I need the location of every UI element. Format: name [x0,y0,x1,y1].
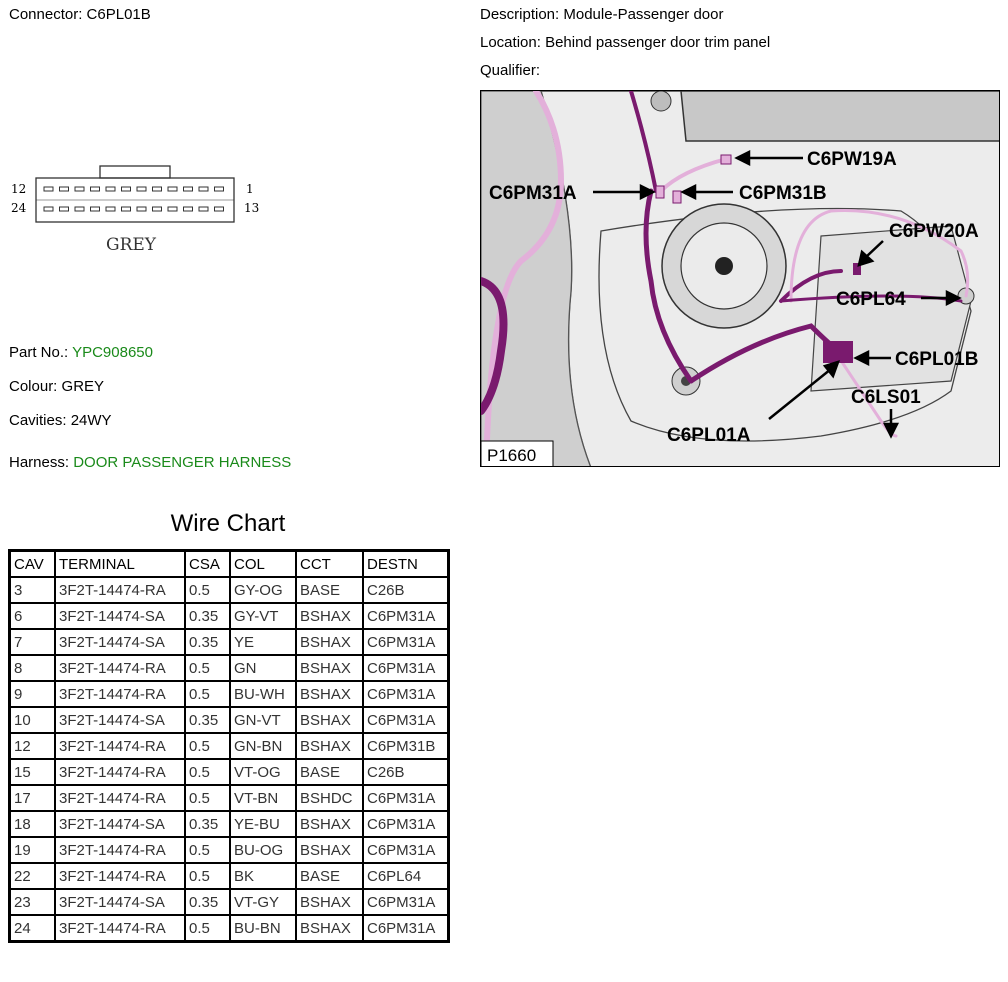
cell-cav: 23 [10,889,56,915]
cell-terminal: 3F2T-14474-RA [55,785,185,811]
cell-destn: C6PM31A [363,837,449,863]
cell-csa: 0.5 [185,863,230,889]
cell-csa: 0.35 [185,603,230,629]
pin-slot [168,187,177,191]
wire-chart-body [10,577,449,942]
pin-slot [106,207,115,211]
cell-csa: 0.5 [185,759,230,785]
cell-csa: 0.5 [185,837,230,863]
description-label: Description: [480,6,560,23]
callout-0: C6PW19A [807,149,897,170]
table-row [10,603,449,629]
pin-slot [91,187,100,191]
cell-destn: C6PM31A [363,707,449,733]
header-cct: CCT [296,551,363,578]
cavities-line [9,412,112,429]
location-label: Location: [480,34,541,51]
cell-cct: BSHAX [296,681,363,707]
cell-csa: 0.35 [185,811,230,837]
table-row [10,863,449,889]
cell-csa: 0.5 [185,733,230,759]
table-row [10,889,449,915]
cell-terminal: 3F2T-14474-RA [55,733,185,759]
connector-latch [100,166,170,178]
pin-slot [168,207,177,211]
cell-csa: 0.35 [185,629,230,655]
cell-destn: C6PM31A [363,915,449,942]
cell-terminal: 3F2T-14474-RA [55,759,185,785]
cell-cav: 17 [10,785,56,811]
cell-col: GY-VT [230,603,296,629]
harness-label: Harness: [9,454,70,471]
callout-7: C6PL01A [667,425,751,446]
callout-5: C6PL01B [895,349,979,370]
cell-csa: 0.5 [185,915,230,942]
cell-cav: 15 [10,759,56,785]
cell-cav: 10 [10,707,56,733]
cell-cav: 3 [10,577,56,603]
cell-cav: 18 [10,811,56,837]
colour-line [9,378,104,395]
cell-cct: BASE [296,577,363,603]
cell-cct: BSHAX [296,811,363,837]
cell-terminal: 3F2T-14474-RA [55,655,185,681]
pin-slot [122,187,131,191]
cell-cct: BASE [296,759,363,785]
part-number-value[interactable]: YPC908650 [72,344,153,361]
cell-cct: BSHAX [296,707,363,733]
cell-cav: 12 [10,733,56,759]
header-terminal: TERMINAL [55,551,185,578]
cell-cav: 24 [10,915,56,942]
cell-csa: 0.35 [185,889,230,915]
callout-2: C6PM31B [739,183,827,204]
cell-col: GN-BN [230,733,296,759]
pin-slot [91,207,100,211]
connector-label: Connector: [9,6,83,23]
qualifier-line [480,62,540,79]
cell-col: VT-GY [230,889,296,915]
cell-terminal: 3F2T-14474-RA [55,863,185,889]
cell-terminal: 3F2T-14474-SA [55,603,185,629]
cell-destn: C6PM31A [363,655,449,681]
part-number-line [9,344,153,361]
pin-slot [184,187,193,191]
table-row [10,759,449,785]
connector-colour-text: GREY [106,235,157,255]
cell-cct: BSHAX [296,837,363,863]
cell-destn: C6PM31A [363,785,449,811]
pin-slot [199,207,208,211]
callout-6: C6LS01 [851,387,921,408]
cell-destn: C6PM31A [363,603,449,629]
pin-slot [184,207,193,211]
cell-cct: BSHAX [296,915,363,942]
cell-col: GY-OG [230,577,296,603]
table-row [10,811,449,837]
pin-slot [122,207,131,211]
table-row [10,629,449,655]
connector-face-drawing [8,160,278,260]
cell-col: YE-BU [230,811,296,837]
cell-cav: 19 [10,837,56,863]
qualifier-label: Qualifier: [480,62,541,79]
cell-cav: 6 [10,603,56,629]
header-destn: DESTN [363,551,449,578]
pin-slot [199,187,208,191]
pin-slot [153,207,162,211]
pin-slot [75,187,84,191]
pin-slot [137,187,146,191]
cell-terminal: 3F2T-14474-RA [55,681,185,707]
cell-cct: BSHAX [296,889,363,915]
figure-id: P1660 [487,446,537,465]
cell-terminal: 3F2T-14474-SA [55,707,185,733]
description-line [480,6,723,23]
cell-terminal: 3F2T-14474-RA [55,915,185,942]
cell-destn: C6PM31B [363,733,449,759]
wire-chart-title: Wire Chart [170,510,286,537]
connector-value: C6PL01B [86,6,151,23]
pin-label-24: 24 [11,201,27,215]
description-value: Module-Passenger door [563,6,724,23]
location-line [480,34,770,51]
cell-cct: BASE [296,863,363,889]
cell-destn: C6PM31A [363,681,449,707]
cell-cct: BSHAX [296,603,363,629]
callout-1: C6PM31A [489,183,577,204]
table-row [10,655,449,681]
header-csa: CSA [185,551,230,578]
cell-col: YE [230,629,296,655]
cell-terminal: 3F2T-14474-SA [55,629,185,655]
cell-destn: C6PM31A [363,629,449,655]
door-illustration-svg [481,91,1000,467]
pin-slot [215,187,224,191]
colour-label: Colour: [9,378,58,395]
pin-label-1: 1 [246,182,254,196]
cavities-value: 24WY [70,412,112,429]
cell-terminal: 3F2T-14474-RA [55,577,185,603]
pin-slot [137,207,146,211]
cell-col: BU-WH [230,681,296,707]
cell-csa: 0.5 [185,681,230,707]
pin-slot [153,187,162,191]
cell-terminal: 3F2T-14474-RA [55,837,185,863]
harness-line [9,454,291,471]
location-value: Behind passenger door trim panel [545,34,771,51]
pin-slot [44,187,53,191]
pin-slot [60,207,69,211]
table-row [10,577,449,603]
cell-cct: BSHAX [296,733,363,759]
cell-cav: 22 [10,863,56,889]
cell-terminal: 3F2T-14474-SA [55,889,185,915]
wire-chart-table [8,549,450,943]
cavities-label: Cavities: [9,412,67,429]
cell-cct: BSHAX [296,655,363,681]
header-col: COL [230,551,296,578]
callout-4: C6PL64 [836,289,906,310]
pin-slot [60,187,69,191]
module-connector [823,341,853,363]
harness-value[interactable]: DOOR PASSENGER HARNESS [73,454,292,471]
cell-csa: 0.5 [185,785,230,811]
pin-label-13: 13 [244,201,260,215]
pin-slot [215,207,224,211]
cell-csa: 0.35 [185,707,230,733]
cell-cav: 9 [10,681,56,707]
pin-slot [106,187,115,191]
cell-destn: C26B [363,759,449,785]
cell-destn: C6PL64 [363,863,449,889]
cell-destn: C6PM31A [363,889,449,915]
table-row [10,733,449,759]
pin-slot [75,207,84,211]
part-number-label: Part No.: [9,344,69,361]
pin-slot [44,207,53,211]
cell-col: BK [230,863,296,889]
cell-col: GN-VT [230,707,296,733]
table-header-row [10,551,449,578]
cell-cav: 7 [10,629,56,655]
cell-csa: 0.5 [185,577,230,603]
table-row [10,837,449,863]
colour-value: GREY [61,378,105,395]
cell-cct: BSHDC [296,785,363,811]
cell-col: GN [230,655,296,681]
table-row [10,915,449,942]
cell-col: VT-BN [230,785,296,811]
cell-csa: 0.5 [185,655,230,681]
cell-destn: C6PM31A [363,811,449,837]
connector-face-svg [8,160,278,260]
cell-destn: C26B [363,577,449,603]
door-illustration [480,90,1000,467]
table-row [10,707,449,733]
table-row [10,681,449,707]
header-cav: CAV [10,551,56,578]
table-row [10,785,449,811]
cell-terminal: 3F2T-14474-SA [55,811,185,837]
cell-cct: BSHAX [296,629,363,655]
cell-cav: 8 [10,655,56,681]
cell-col: BU-BN [230,915,296,942]
cell-col: BU-OG [230,837,296,863]
connector-line [9,6,151,23]
cell-col: VT-OG [230,759,296,785]
callout-3: C6PW20A [889,221,979,242]
pin-label-12: 12 [11,182,27,196]
